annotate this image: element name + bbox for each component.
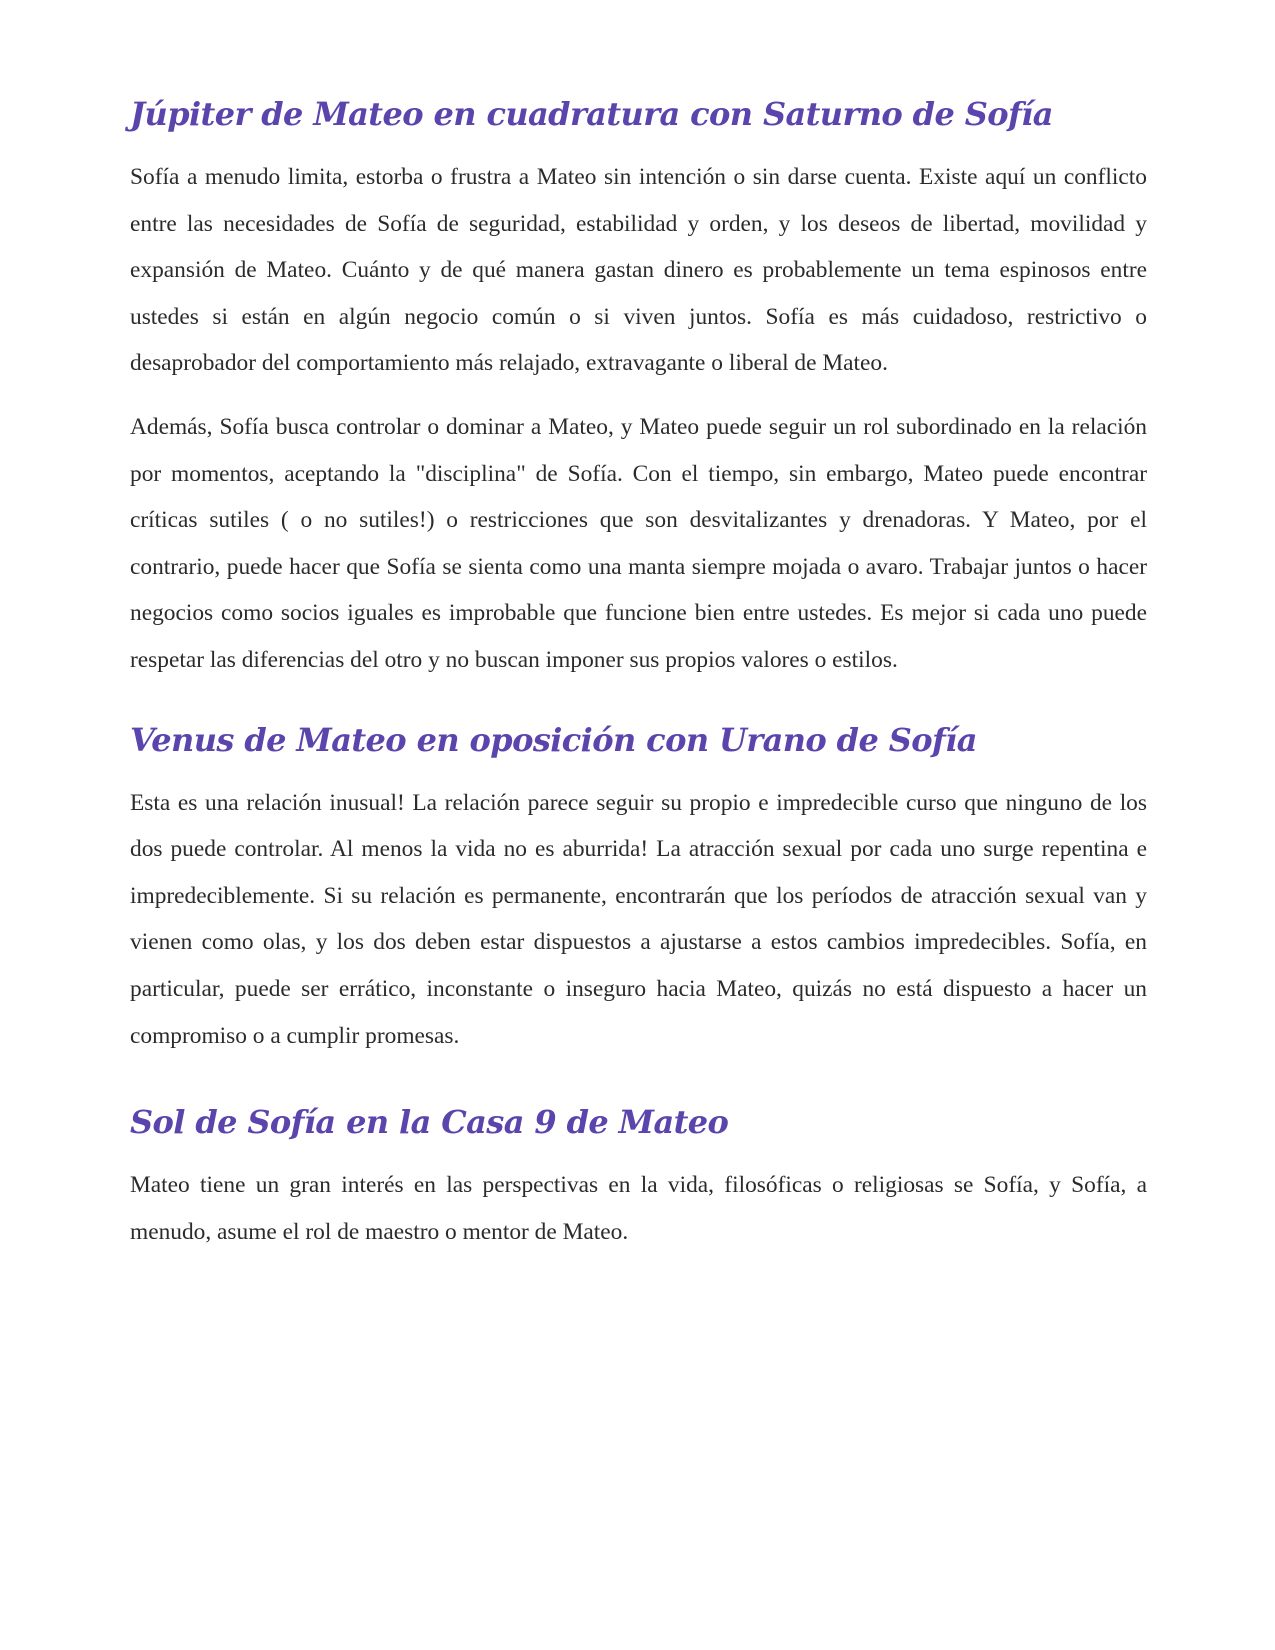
section-paragraph: Esta es una relación inusual! La relación parece seguir su propio e impredecible curso que ninguno de los dos puede controlar. Al menos la vida no es aburrida! La atracción sexual por cada uno surge repentina e impredeciblemente. Si su relación es permanente, encontrarán que los períodos de atracción sexual van y vienen como olas, y los dos deben estar dispuestos a ajustarse a estos cambios impredecibles. Sofía, en particular, puede ser errático, inconstante o inseguro hacia Mateo, quizás no está dispuesto a hacer un compromiso o a cumplir promesas. — [130, 789, 1147, 1049]
section-paragraph: Además, Sofía busca controlar o dominar a Mateo, y Mateo puede seguir un rol subordinado en la relación por momentos, aceptando la "disciplina" de Sofía. Con el tiempo, sin embargo, Mateo puede encontrar críticas sutiles ( o no sutiles!) o restricciones que son desvitalizantes y drenadoras. Y Mateo, por el contrario, puede hacer que Sofía se sienta como una manta siempre mojada o avaro. Trabajar juntos o hacer negocios como socios iguales es improbable que funcione bien entre ustedes. Es mejor si cada uno puede respetar las diferencias del otro y no buscan imponer sus propios valores o estilos. — [130, 413, 1147, 673]
section-jupiter-saturn — [130, 92, 1147, 684]
section-heading: Venus de Mateo en oposición con Urano de Sofía — [130, 720, 977, 759]
section-paragraph: Sofía a menudo limita, estorba o frustra a Mateo sin intención o sin darse cuenta. Existe aquí un conflicto entre las necesidades de Sofía de seguridad, estabilidad y orden, y los deseos de libertad, movilidad y expansión de Mateo. Cuánto y de qué manera gastan dinero es probablemente un tema espinosos entre ustedes si están en algún negocio común o si viven juntos. Sofía es más cuidadoso, restrictivo o desaprobador del comportamiento más relajado, extravagante o liberal de Mateo. — [130, 164, 1147, 377]
section-venus-uranus — [130, 718, 1147, 1060]
section-sun-house-9 — [130, 1100, 1147, 1255]
document-page — [130, 92, 1147, 1272]
section-paragraph: Mateo tiene un gran interés en las perspectivas en la vida, filosóficas o religiosas se Sofía, y Sofía, a menudo, asume el rol de maestro o mentor de Mateo. — [130, 1172, 1147, 1245]
section-heading: Sol de Sofía en la Casa 9 de Mateo — [130, 1103, 729, 1142]
section-heading: Júpiter de Mateo en cuadratura con Saturno de Sofía — [130, 95, 1053, 133]
